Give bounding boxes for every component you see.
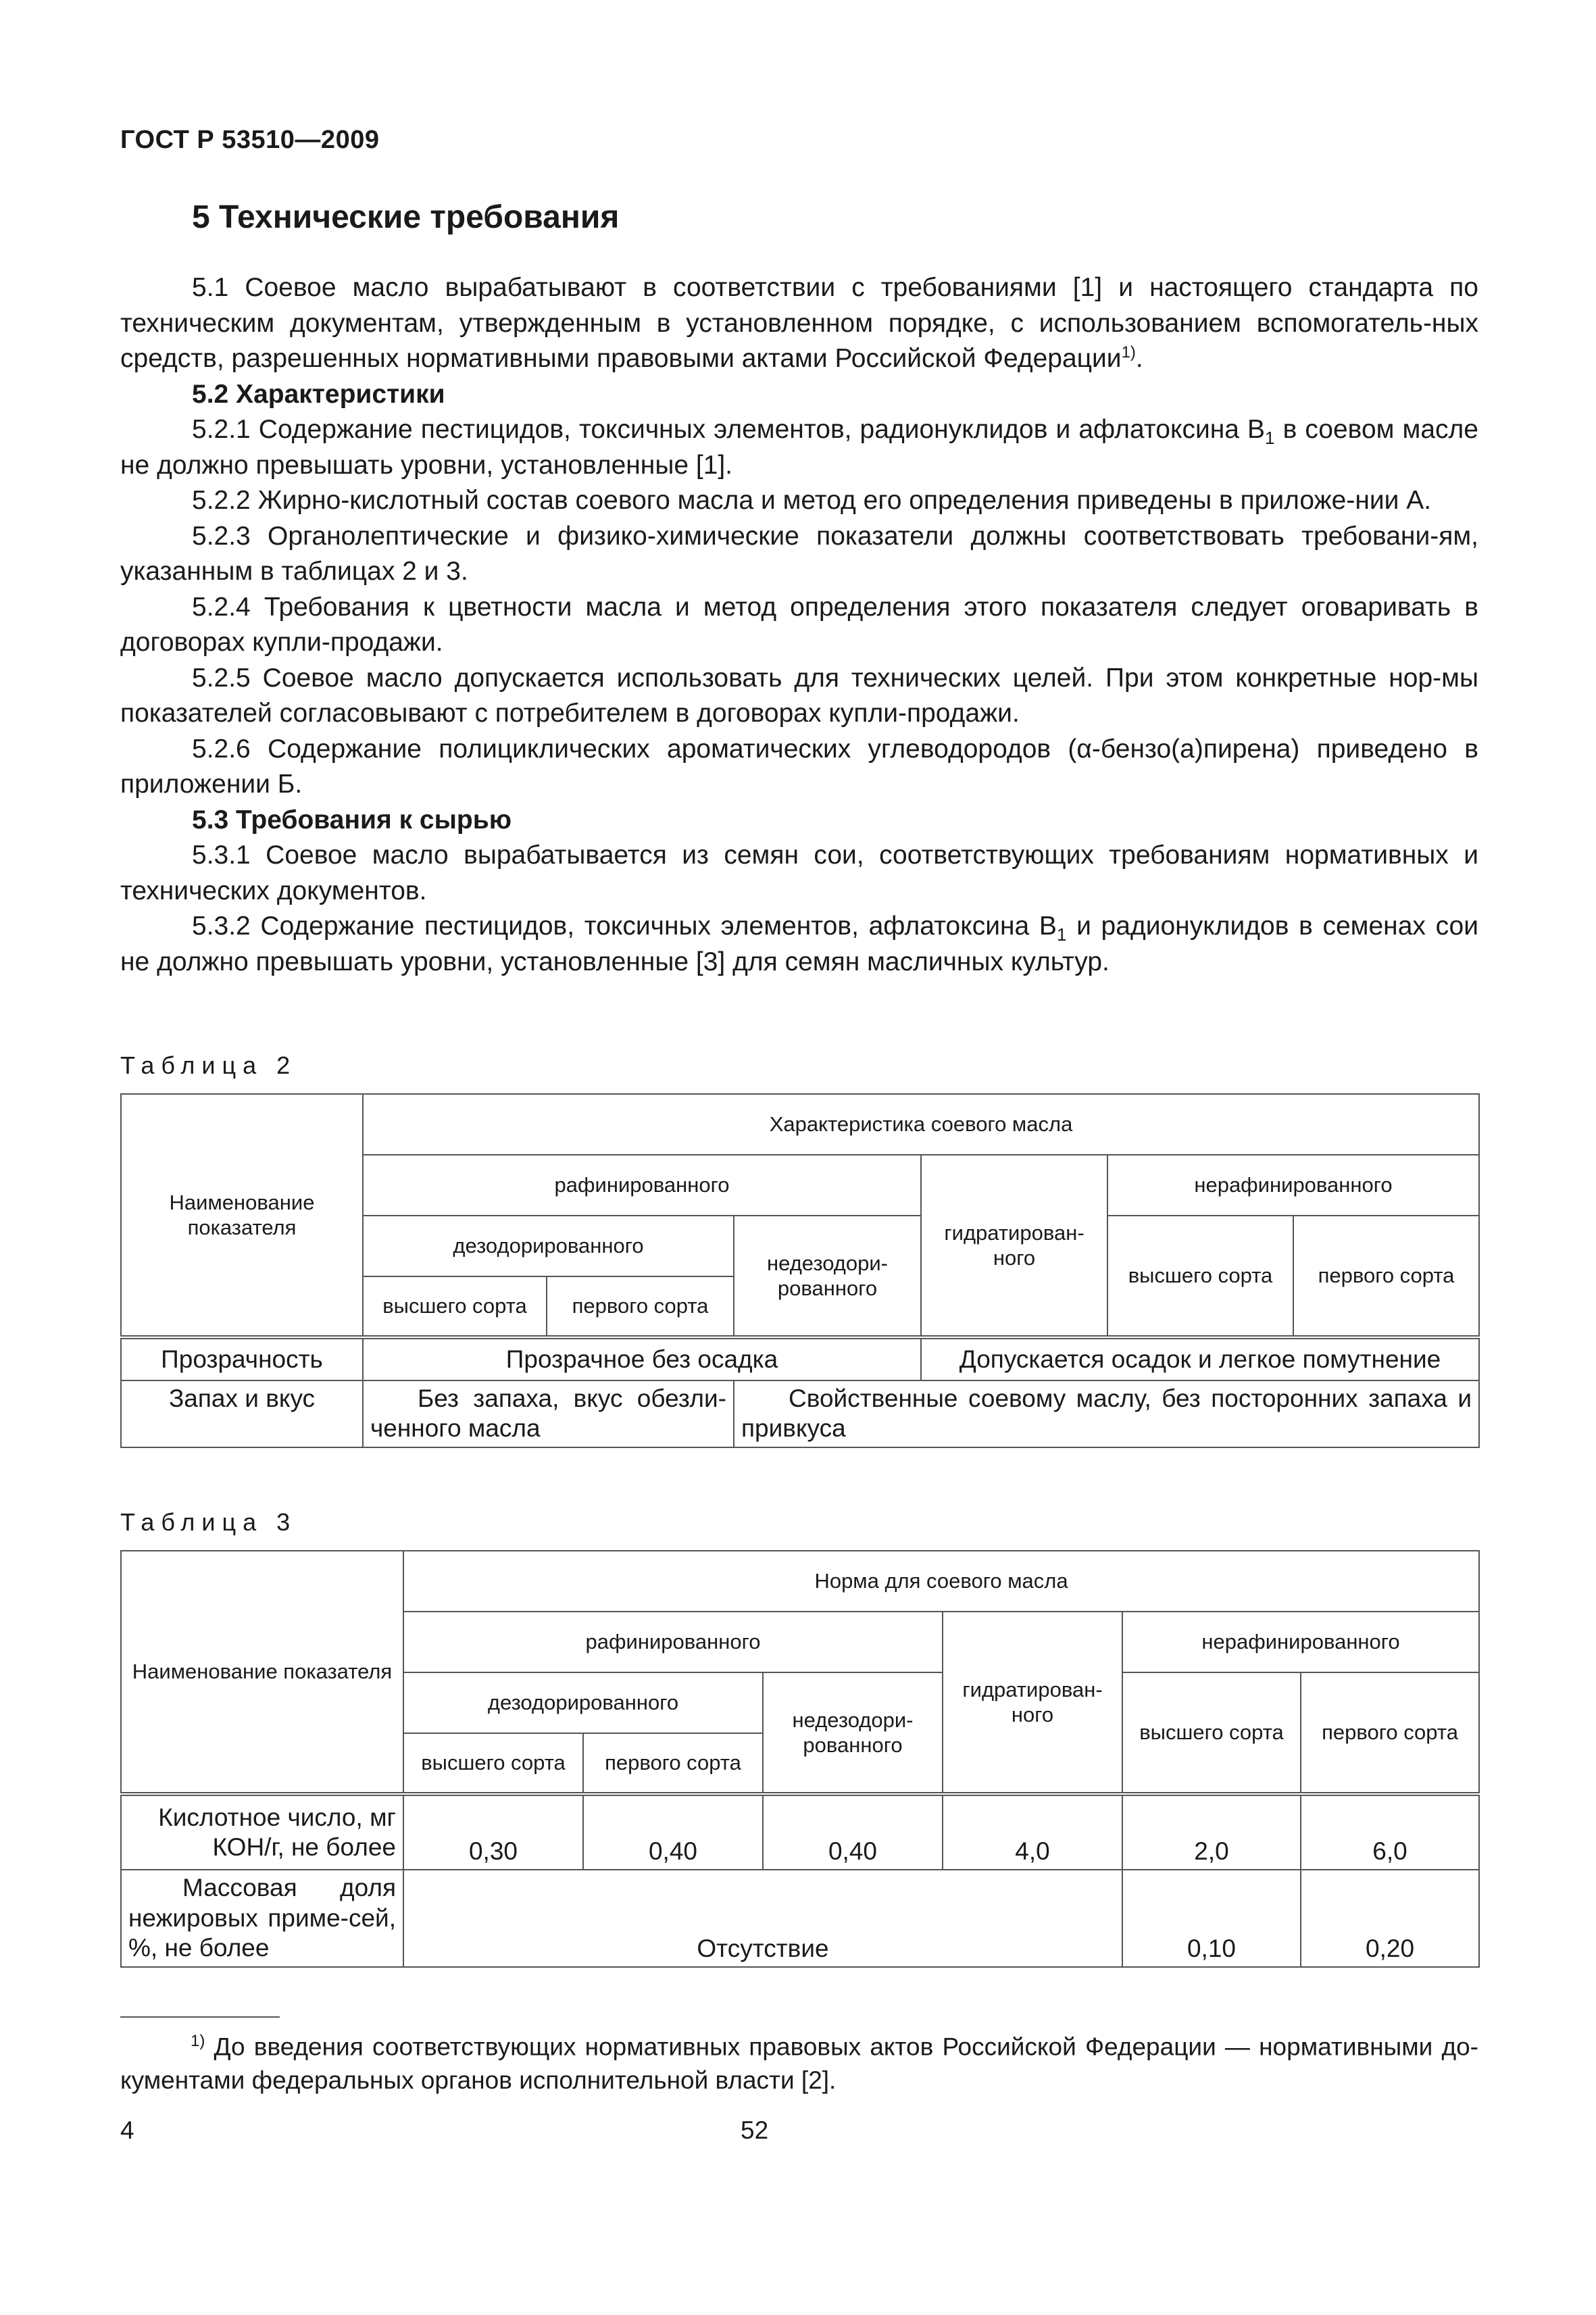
body-text <box>120 270 1478 980</box>
table-3-row-acid-value: 6,0 <box>1301 1794 1479 1870</box>
page-number-center: 52 <box>741 2116 769 2144</box>
table-3 <box>120 1550 1480 1968</box>
page-number: 4 <box>120 2116 134 2144</box>
table-2-header-deodorized-first: первого сорта <box>547 1276 734 1337</box>
table-2-row-transparency-refined: Прозрачное без осадка <box>363 1337 921 1380</box>
table-2-header-deodorized-top: высшего сорта <box>363 1276 547 1337</box>
heading-5-2: 5.2 Характеристики <box>192 379 445 409</box>
table-2-caption: Таблица 2 <box>120 1051 297 1079</box>
table-3-row-impurity-value: 0,10 <box>1122 1870 1301 1967</box>
table-2-header-unrefined: нерафинированного <box>1107 1155 1479 1216</box>
table-2-row-smell-other: Свойственные соевому маслу, без посторонних запаха и привкуса <box>734 1380 1479 1447</box>
table-3-header-refined: рафинированного <box>403 1612 943 1672</box>
table-3-header-deodorized-first: первого сорта <box>583 1733 763 1794</box>
table-3-header-deodorized-top: высшего сорта <box>403 1733 583 1794</box>
table-2-row-smell-deodorized: Без запаха, вкус обезли-ченного масла <box>363 1380 734 1447</box>
table-2-header-nondeodorized: недезодори-рованного <box>734 1216 921 1337</box>
table-3-row-impurity-value: 0,20 <box>1301 1870 1479 1967</box>
table-3-header-unrefined-first: первого сорта <box>1301 1672 1479 1794</box>
table-3-header-unrefined: нерафинированного <box>1122 1612 1479 1672</box>
table-3-row-acid-value: 4,0 <box>943 1794 1122 1870</box>
table-3-row-acid-name: Кислотное число, мг КОН/г, не более <box>121 1794 403 1870</box>
table-3-row-impurity-absent: Отсутствие <box>403 1870 1122 1967</box>
table-2-row-transparency-other: Допускается осадок и легкое помутнение <box>921 1337 1479 1380</box>
standard-header: ГОСТ Р 53510—2009 <box>120 126 380 154</box>
table-3-row-acid-value: 0,40 <box>583 1794 763 1870</box>
table-3-caption: Таблица 3 <box>120 1508 297 1536</box>
paragraph-5-1: 5.1 Соевое масло вырабатывают в соответствии с требованиями [1] и настоящего стандарта по техническим документам, утвержденным в установленном порядке, с использованием вспомогатель-ных средств, разрешенных нормативными правовыми актами Российской Федерации$^{1)}$. <box>120 273 1478 373</box>
table-2 <box>120 1093 1480 1448</box>
paragraph-5-2-4: 5.2.4 Требования к цветности масла и метод определения этого показателя следует оговаривать в договорах купли-продажи. <box>120 592 1478 657</box>
paragraph-5-3-1: 5.3.1 Соевое масло вырабатывается из семян сои, соответствующих требованиям нормативных и технических документов. <box>120 841 1478 905</box>
footnote-divider <box>120 2016 280 2018</box>
table-2-header-refined: рафинированного <box>363 1155 921 1216</box>
table-3-header-unrefined-top: высшего сорта <box>1122 1672 1301 1794</box>
table-2-header-unrefined-first: первого сорта <box>1293 1216 1479 1337</box>
table-2-header-deodorized: дезодорированного <box>363 1216 734 1276</box>
footnote: $^{1)}$ До введения соответствующих нормативных правовых актов Российской Федерации — нормативными до-кументами федеральных органов исполнительной власти [2]. <box>120 2032 1479 2095</box>
table-3-header-name: Наименование показателя <box>121 1551 403 1794</box>
table-3-header-nondeodorized: недезодори-рованного <box>763 1672 943 1794</box>
table-3-row-impurity-name: Массовая доля нежировых приме-сей, %, не более <box>121 1870 403 1967</box>
table-3-row-acid-value: 0,30 <box>403 1794 583 1870</box>
table-2-header-hydrated: гидратирован-ного <box>921 1155 1107 1337</box>
table-2-row-smell-name: Запах и вкус <box>121 1380 363 1447</box>
heading-5-3: 5.3 Требования к сырью <box>192 805 512 835</box>
table-3-header-hydrated: гидратирован-ного <box>943 1612 1122 1794</box>
table-3-row-acid-value: 2,0 <box>1122 1794 1301 1870</box>
table-3-header-group: Норма для соевого масла <box>403 1551 1479 1612</box>
footnote-marker: 1) <box>191 2032 205 2050</box>
paragraph-5-2-5: 5.2.5 Соевое масло допускается использовать для технических целей. При этом конкретные нор-мы показателей согласовывают с потребителем в договорах купли-продажи. <box>120 663 1478 728</box>
table-3-row-acid-value: 0,40 <box>763 1794 943 1870</box>
section-title: 5 Технические требования <box>192 199 620 235</box>
table-2-row-transparency-name: Прозрачность <box>121 1337 363 1380</box>
paragraph-5-3-2: 5.3.2 Содержание пестицидов, токсичных элементов, афлатоксина $B_1$ и радионуклидов в семенах сои не должно превышать уровни, установленные [3] для семян масличных культур. <box>120 912 1478 976</box>
footnote-ref: 1) <box>1121 343 1136 362</box>
paragraph-5-2-3: 5.2.3 Органолептические и физико-химические показатели должны соответствовать требовани-ям, указанным в таблицах 2 и 3. <box>120 521 1478 586</box>
table-2-header-name: Наименование показателя <box>121 1094 363 1337</box>
table-2-header-group: Характеристика соевого масла <box>363 1094 1479 1155</box>
paragraph-5-2-1: 5.2.1 Содержание пестицидов, токсичных элементов, радионуклидов и афлатоксина $B_1$ в соевом масле не должно превышать уровни, установленные [1]. <box>120 415 1478 480</box>
paragraph-5-2-2: 5.2.2 Жирно-кислотный состав соевого масла и метод его определения приведены в приложе-нии А. <box>192 486 1432 515</box>
table-2-header-unrefined-top: высшего сорта <box>1107 1216 1293 1337</box>
table-3-header-deodorized: дезодорированного <box>403 1672 763 1733</box>
paragraph-5-2-6: 5.2.6 Содержание полициклических ароматических углеводородов (α-бензо(а)пирена) приведено в приложении Б. <box>120 734 1478 799</box>
